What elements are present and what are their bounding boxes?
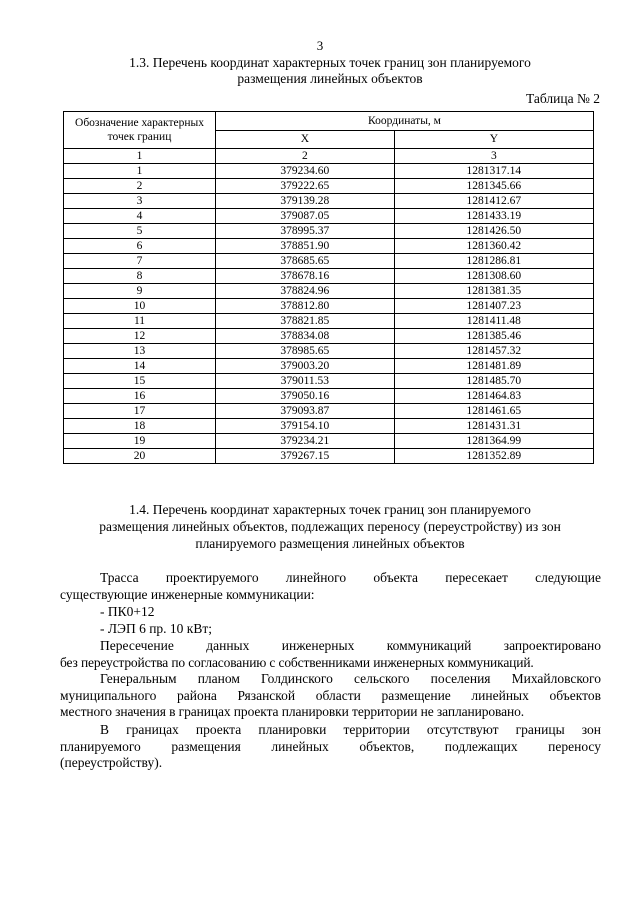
x-value: 379234.21: [216, 434, 395, 449]
x-value: 378821.85: [216, 314, 395, 329]
point-number: 1: [64, 164, 216, 179]
y-value: 1281481.89: [394, 359, 593, 374]
heading-line: размещения линейных объектов, подлежащих переносу (переустройству) из зон: [99, 519, 561, 534]
point-number: 15: [64, 374, 216, 389]
x-value: 378678.16: [216, 269, 395, 284]
table-row: [64, 389, 594, 404]
table-row: [64, 344, 594, 359]
heading-line: 1.4. Перечень координат характерных точек границ зон планируемого: [129, 502, 531, 517]
text-line: Трасса проектируемого линейного объекта пересекает следующие: [100, 570, 601, 585]
point-number: 10: [64, 299, 216, 314]
text-line: муниципального района Рязанской области размещение линейных объектов: [60, 687, 601, 703]
point-number: 20: [64, 449, 216, 464]
y-value: 1281360.42: [394, 239, 593, 254]
table-row: [64, 359, 594, 374]
y-value: 1281412.67: [394, 194, 593, 209]
y-value: 1281364.99: [394, 434, 593, 449]
text-line: существующие инженерные коммуникации:: [60, 586, 315, 602]
y-value: 1281407.23: [394, 299, 593, 314]
x-value: 378685.65: [216, 254, 395, 269]
paragraph-crossing: [60, 638, 601, 671]
point-number: 9: [64, 284, 216, 299]
x-value: 379050.16: [216, 389, 395, 404]
text-line: без переустройства по согласованию с собственниками инженерных коммуникаций.: [60, 654, 534, 670]
index-cell: 2: [216, 149, 395, 164]
text-line: Генеральным планом Голдинского сельского поселения Михайловского: [100, 671, 601, 686]
x-value: 378995.37: [216, 224, 395, 239]
text-line: планируемого размещения линейных объектов, подлежащих переносу: [60, 738, 601, 754]
y-value: 1281426.50: [394, 224, 593, 239]
point-number: 12: [64, 329, 216, 344]
x-value: 378824.96: [216, 284, 395, 299]
table-row: [64, 269, 594, 284]
y-value: 1281411.48: [394, 314, 593, 329]
table-row: [64, 164, 594, 179]
page-number: 3: [316, 38, 324, 53]
text-line: местного значения в границах проекта планировки территории не запланировано.: [60, 704, 525, 719]
x-value: 379011.53: [216, 374, 395, 389]
x-value: 379003.20: [216, 359, 395, 374]
point-number: 6: [64, 239, 216, 254]
table-row: [64, 374, 594, 389]
x-value: 378834.08: [216, 329, 395, 344]
point-number: 8: [64, 269, 216, 284]
x-value: 378985.65: [216, 344, 395, 359]
point-number: 17: [64, 404, 216, 419]
table-row: [64, 224, 594, 239]
point-number: 13: [64, 344, 216, 359]
text-line: В границах проекта планировки территории отсутствуют границы зон: [100, 722, 601, 737]
heading-line: планируемого размещения линейных объектов: [195, 536, 465, 551]
y-value: 1281381.35: [394, 284, 593, 299]
x-value: 379234.60: [216, 164, 395, 179]
header-point-name: Обозначение характерных точек границ: [64, 112, 216, 149]
y-value: 1281345.66: [394, 179, 593, 194]
table-row: [64, 179, 594, 194]
header-coordinates: Координаты, м: [216, 112, 594, 131]
x-value: 379222.65: [216, 179, 395, 194]
table-row: [64, 434, 594, 449]
table-row: [64, 284, 594, 299]
table-row: [64, 404, 594, 419]
header-x: X: [216, 131, 395, 149]
point-number: 19: [64, 434, 216, 449]
y-value: 1281352.89: [394, 449, 593, 464]
table-row: [64, 194, 594, 209]
x-value: 379139.28: [216, 194, 395, 209]
heading-line: размещения линейных объектов: [237, 71, 423, 86]
table-row: [64, 449, 594, 464]
point-number: 5: [64, 224, 216, 239]
table-row: [64, 314, 594, 329]
point-number: 16: [64, 389, 216, 404]
index-row: [64, 149, 594, 164]
index-cell: 3: [394, 149, 593, 164]
y-value: 1281431.31: [394, 419, 593, 434]
point-number: 7: [64, 254, 216, 269]
paragraph-general-plan: [60, 671, 601, 721]
y-value: 1281308.60: [394, 269, 593, 284]
table-row: [64, 239, 594, 254]
point-number: 3: [64, 194, 216, 209]
section-heading-1-4: [60, 501, 600, 552]
point-number: 14: [64, 359, 216, 374]
x-value: 379093.87: [216, 404, 395, 419]
y-value: 1281433.19: [394, 209, 593, 224]
y-value: 1281485.70: [394, 374, 593, 389]
y-value: 1281385.46: [394, 329, 593, 344]
x-value: 379267.15: [216, 449, 395, 464]
header-y: Y: [394, 131, 593, 149]
paragraph-intersections: [60, 570, 601, 603]
list-item-power-line: - ЛЭП 6 пр. 10 кВт;: [100, 621, 213, 636]
text-line: Пересечение данных инженерных коммуникаций запроектировано: [100, 638, 601, 653]
paragraph-boundaries: [60, 722, 601, 772]
y-value: 1281457.32: [394, 344, 593, 359]
x-value: 378851.90: [216, 239, 395, 254]
list-item-pk: - ПК0+12: [100, 604, 155, 619]
point-number: 11: [64, 314, 216, 329]
y-value: 1281317.14: [394, 164, 593, 179]
section-heading-1-3: [60, 55, 600, 87]
table-row: [64, 254, 594, 269]
x-value: 379087.05: [216, 209, 395, 224]
table-row: [64, 329, 594, 344]
coordinates-table: [63, 111, 594, 464]
x-value: 379154.10: [216, 419, 395, 434]
text-line: (переустройству).: [60, 755, 163, 770]
table-caption: Таблица № 2: [526, 91, 600, 106]
y-value: 1281464.83: [394, 389, 593, 404]
y-value: 1281461.65: [394, 404, 593, 419]
table-row: [64, 419, 594, 434]
point-number: 2: [64, 179, 216, 194]
point-number: 18: [64, 419, 216, 434]
table-row: [64, 209, 594, 224]
point-number: 4: [64, 209, 216, 224]
y-value: 1281286.81: [394, 254, 593, 269]
index-cell: 1: [64, 149, 216, 164]
x-value: 378812.80: [216, 299, 395, 314]
table-row: [64, 299, 594, 314]
heading-line: 1.3. Перечень координат характерных точек границ зон планируемого: [129, 55, 531, 70]
